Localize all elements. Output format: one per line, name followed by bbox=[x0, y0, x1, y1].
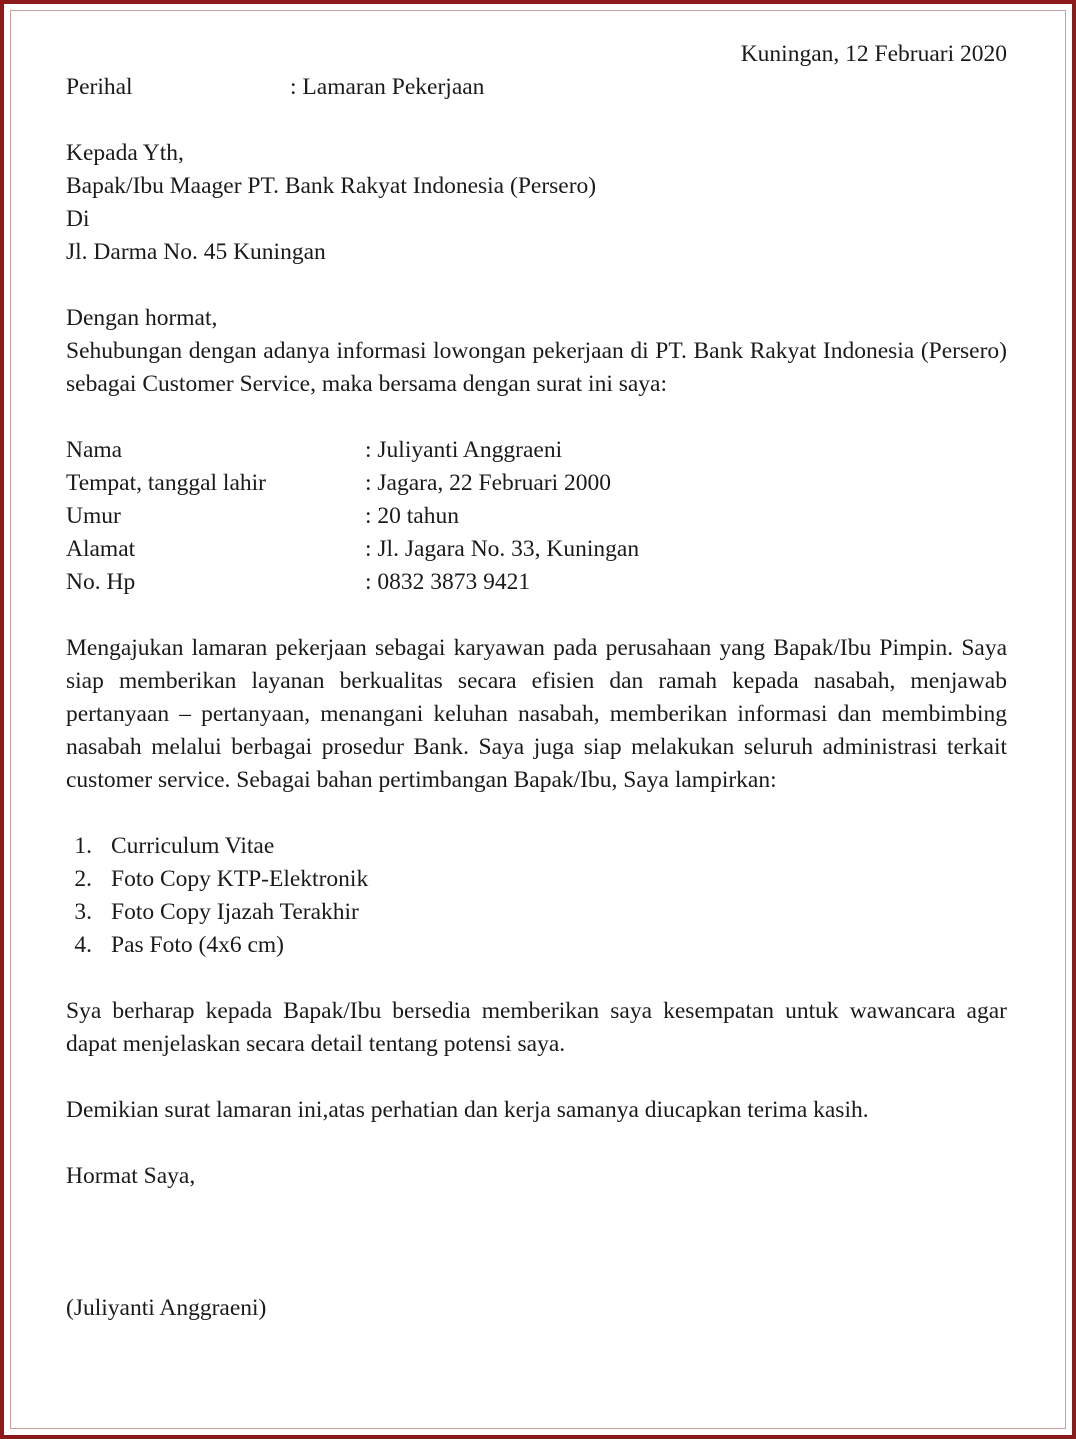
detail-value: : 20 tahun bbox=[365, 503, 459, 529]
applicant-details bbox=[66, 434, 1007, 599]
body-paragraph: Mengajukan lamaran pekerjaan sebagai karyawan pada perusahaan yang Bapak/Ibu Pimpin. Saya siap memberikan layanan berkualitas secara efisien dan ramah kepada nasabah, menjawab pertanyaan – pertanyaan, menangani keluhan nasabah, memberikan informasi dan membimbing nasabah melalui berbagai prosedur Bank. Saya juga siap melakukan seluruh administrasi terkait customer service. Sebagai bahan pertimbangan Bapak/Ibu, Saya lampirkan: bbox=[66, 635, 1007, 793]
list-number: 1. bbox=[74, 833, 92, 859]
perihal-label: Perihal bbox=[66, 74, 133, 100]
list-text: Foto Copy Ijazah Terakhir bbox=[111, 899, 359, 925]
detail-value: : 0832 3873 9421 bbox=[365, 569, 531, 595]
detail-row bbox=[66, 566, 1007, 599]
letter bbox=[66, 38, 1007, 1325]
list-text: Foto Copy KTP-Elektronik bbox=[111, 866, 369, 892]
list-item bbox=[66, 830, 1007, 863]
detail-value: : Jl. Jagara No. 33, Kuningan bbox=[365, 536, 640, 562]
hope-paragraph: Sya berharap kepada Bapak/Ibu bersedia memberikan saya kesempatan untuk wawancara agar dapat menjelaskan secara detail tentang potensi saya. bbox=[66, 998, 1007, 1057]
detail-row bbox=[66, 434, 1007, 467]
recipient-line-1: Kepada Yth, bbox=[66, 140, 184, 166]
detail-label: Nama bbox=[66, 437, 123, 463]
list-text: Pas Foto (4x6 cm) bbox=[111, 932, 284, 958]
list-number: 2. bbox=[74, 866, 92, 892]
list-text: Curriculum Vitae bbox=[111, 833, 275, 859]
detail-value: : Juliyanti Anggraeni bbox=[365, 437, 563, 463]
detail-row bbox=[66, 467, 1007, 500]
list-item bbox=[66, 929, 1007, 962]
recipient-block bbox=[66, 137, 1007, 269]
detail-label: Alamat bbox=[66, 536, 136, 562]
perihal-row bbox=[66, 71, 1007, 104]
letter-date: Kuningan, 12 Februari 2020 bbox=[740, 41, 1007, 67]
detail-row bbox=[66, 533, 1007, 566]
detail-row bbox=[66, 500, 1007, 533]
intro-paragraph: Sehubungan dengan adanya informasi lowongan pekerjaan di PT. Bank Rakyat Indonesia (Persero) sebagai Customer Service, maka bersama dengan surat ini saya: bbox=[66, 338, 1007, 397]
recipient-line-3: Di bbox=[66, 206, 90, 232]
signature-name: (Juliyanti Anggraeni) bbox=[66, 1295, 267, 1321]
list-number: 3. bbox=[74, 899, 92, 925]
detail-label: Tempat, tanggal lahir bbox=[66, 470, 266, 496]
attachment-list bbox=[66, 830, 1007, 962]
detail-label: No. Hp bbox=[66, 569, 136, 595]
detail-label: Umur bbox=[66, 503, 121, 529]
recipient-line-2: Bapak/Ibu Maager PT. Bank Rakyat Indonesia (Persero) bbox=[66, 173, 597, 199]
detail-value: : Jagara, 22 Februari 2000 bbox=[365, 470, 612, 496]
perihal-value: : Lamaran Pekerjaan bbox=[290, 74, 485, 100]
closing-paragraph: Demikian surat lamaran ini,atas perhatian dan kerja samanya diucapkan terima kasih. bbox=[66, 1097, 869, 1123]
regards: Hormat Saya, bbox=[66, 1163, 196, 1189]
greeting: Dengan hormat, bbox=[66, 305, 218, 331]
list-item bbox=[66, 896, 1007, 929]
list-number: 4. bbox=[74, 932, 92, 958]
recipient-line-4: Jl. Darma No. 45 Kuningan bbox=[66, 239, 326, 265]
list-item bbox=[66, 863, 1007, 896]
